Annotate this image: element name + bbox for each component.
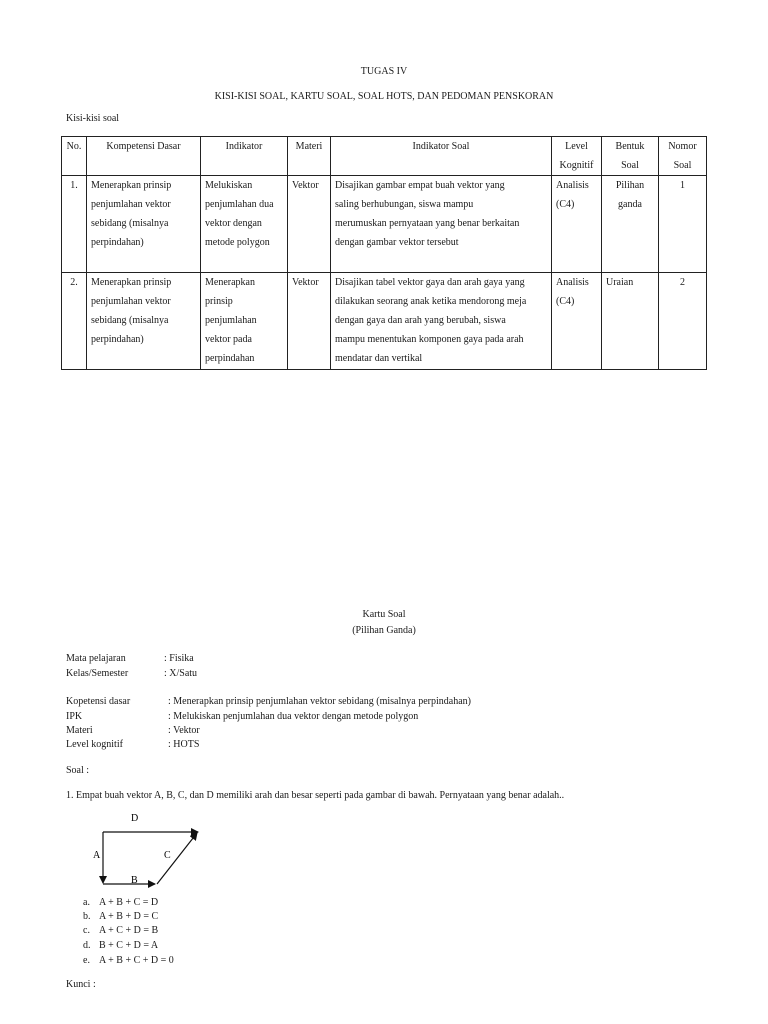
- field-label: Level kognitif: [66, 739, 123, 750]
- option-letter: e.: [83, 955, 90, 966]
- vector-label-c: C: [164, 850, 171, 861]
- cell-materi: Vektor: [288, 176, 331, 273]
- header-materi: Materi: [288, 137, 331, 176]
- vector-c-line: [157, 833, 197, 884]
- kunci-label: Kunci :: [66, 979, 96, 990]
- cell-indikator: Melukiskan penjumlahan dua vektor dengan metode polygon: [201, 176, 288, 273]
- header-indikator: Indikator: [201, 137, 288, 176]
- field-label: IPK: [66, 711, 83, 722]
- field-value: : HOTS: [168, 739, 200, 750]
- option-text: A + B + C = D: [99, 897, 159, 908]
- option-letter: b.: [83, 911, 91, 922]
- soal-label: Soal :: [66, 765, 90, 776]
- vector-label-a: A: [93, 850, 101, 861]
- option-text: B + C + D = A: [99, 940, 159, 951]
- option-text: A + B + C + D = 0: [99, 955, 174, 966]
- cell-nomor-soal: 2: [659, 273, 707, 370]
- cell-kompetensi-dasar: Menerapkan prinsip penjumlahan vektor sebidang (misalnya perpindahan): [87, 176, 201, 273]
- answer-option-d[interactable]: [83, 940, 158, 951]
- cell-indikator-soal: Disajikan tabel vektor gaya dan arah gaya yang dilakukan seorang anak ketika mendorong meja dengan gaya dan arah yang berubah, siswa mampu menentukan komponen gaya pada arah mendatar dan vertikal: [331, 273, 552, 370]
- cell-bentuk-soal: Uraian: [602, 273, 659, 370]
- header-indikator-soal: Indikator Soal: [331, 137, 552, 176]
- answer-option-c[interactable]: [83, 925, 158, 936]
- option-text: A + C + D = B: [99, 925, 159, 936]
- header-kompetensi-dasar: Kompetensi Dasar: [87, 137, 201, 176]
- header-nomor-soal: Nomor Soal: [659, 137, 707, 176]
- header-no: No.: [62, 137, 87, 176]
- page-subtitle: KISI-KISI SOAL, KARTU SOAL, SOAL HOTS, DAN PEDOMAN PENSKORAN: [214, 91, 554, 102]
- kisi-label: Kisi-kisi soal: [66, 113, 120, 124]
- answer-option-a[interactable]: [83, 897, 158, 908]
- option-text: A + B + D = C: [99, 911, 159, 922]
- cell-level-kognitif: Analisis (C4): [552, 176, 602, 273]
- header-level-kognitif: Level Kognitif: [552, 137, 602, 176]
- field-value: : Menerapkan prinsip penjumlahan vektor sebidang (misalnya perpindahan): [168, 696, 471, 707]
- vector-label-b: B: [131, 875, 138, 886]
- cell-bentuk-soal: Pilihan ganda: [602, 176, 659, 273]
- field-value: : X/Satu: [164, 668, 198, 679]
- vector-label-d: D: [131, 813, 139, 824]
- cell-nomor-soal: 1: [659, 176, 707, 273]
- field-value: : Vektor: [168, 725, 200, 736]
- header-bentuk-soal: Bentuk Soal: [602, 137, 659, 176]
- option-letter: d.: [83, 940, 91, 951]
- page-title: TUGAS IV: [360, 66, 408, 77]
- cell-materi: Vektor: [288, 273, 331, 370]
- kartu-subtitle: (Pilihan Ganda): [352, 625, 416, 636]
- cell-no: 2.: [62, 273, 87, 370]
- field-value: : Melukiskan penjumlahan dua vektor dengan metode polygon: [168, 711, 419, 722]
- field-value: : Fisika: [164, 653, 194, 664]
- option-letter: c.: [83, 925, 90, 936]
- cell-indikator: Menerapkan prinsip penjumlahan vektor pada perpindahan: [201, 273, 288, 370]
- cell-kompetensi-dasar: Menerapkan prinsip penjumlahan vektor sebidang (misalnya perpindahan): [87, 273, 201, 370]
- cell-level-kognitif: Analisis (C4): [552, 273, 602, 370]
- cell-no: 1.: [62, 176, 87, 273]
- field-label: Kelas/Semester: [66, 668, 129, 679]
- field-label: Materi: [66, 725, 93, 736]
- answer-option-e[interactable]: [83, 955, 174, 966]
- answer-option-b[interactable]: [83, 911, 158, 922]
- field-label: Kopetensi dasar: [66, 696, 131, 707]
- kartu-title: Kartu Soal: [362, 609, 406, 620]
- option-letter: a.: [83, 897, 90, 908]
- question-text: 1. Empat buah vektor A, B, C, dan D memiliki arah dan besar seperti pada gambar di bawah. Pernyataan yang benar adalah..: [66, 790, 565, 801]
- cell-indikator-soal: Disajikan gambar empat buah vektor yang saling berhubungan, siswa mampu merumuskan pernyataan yang benar berkaitan dengan gambar vektor tersebut: [331, 176, 552, 273]
- field-label: Mata pelajaran: [66, 653, 126, 664]
